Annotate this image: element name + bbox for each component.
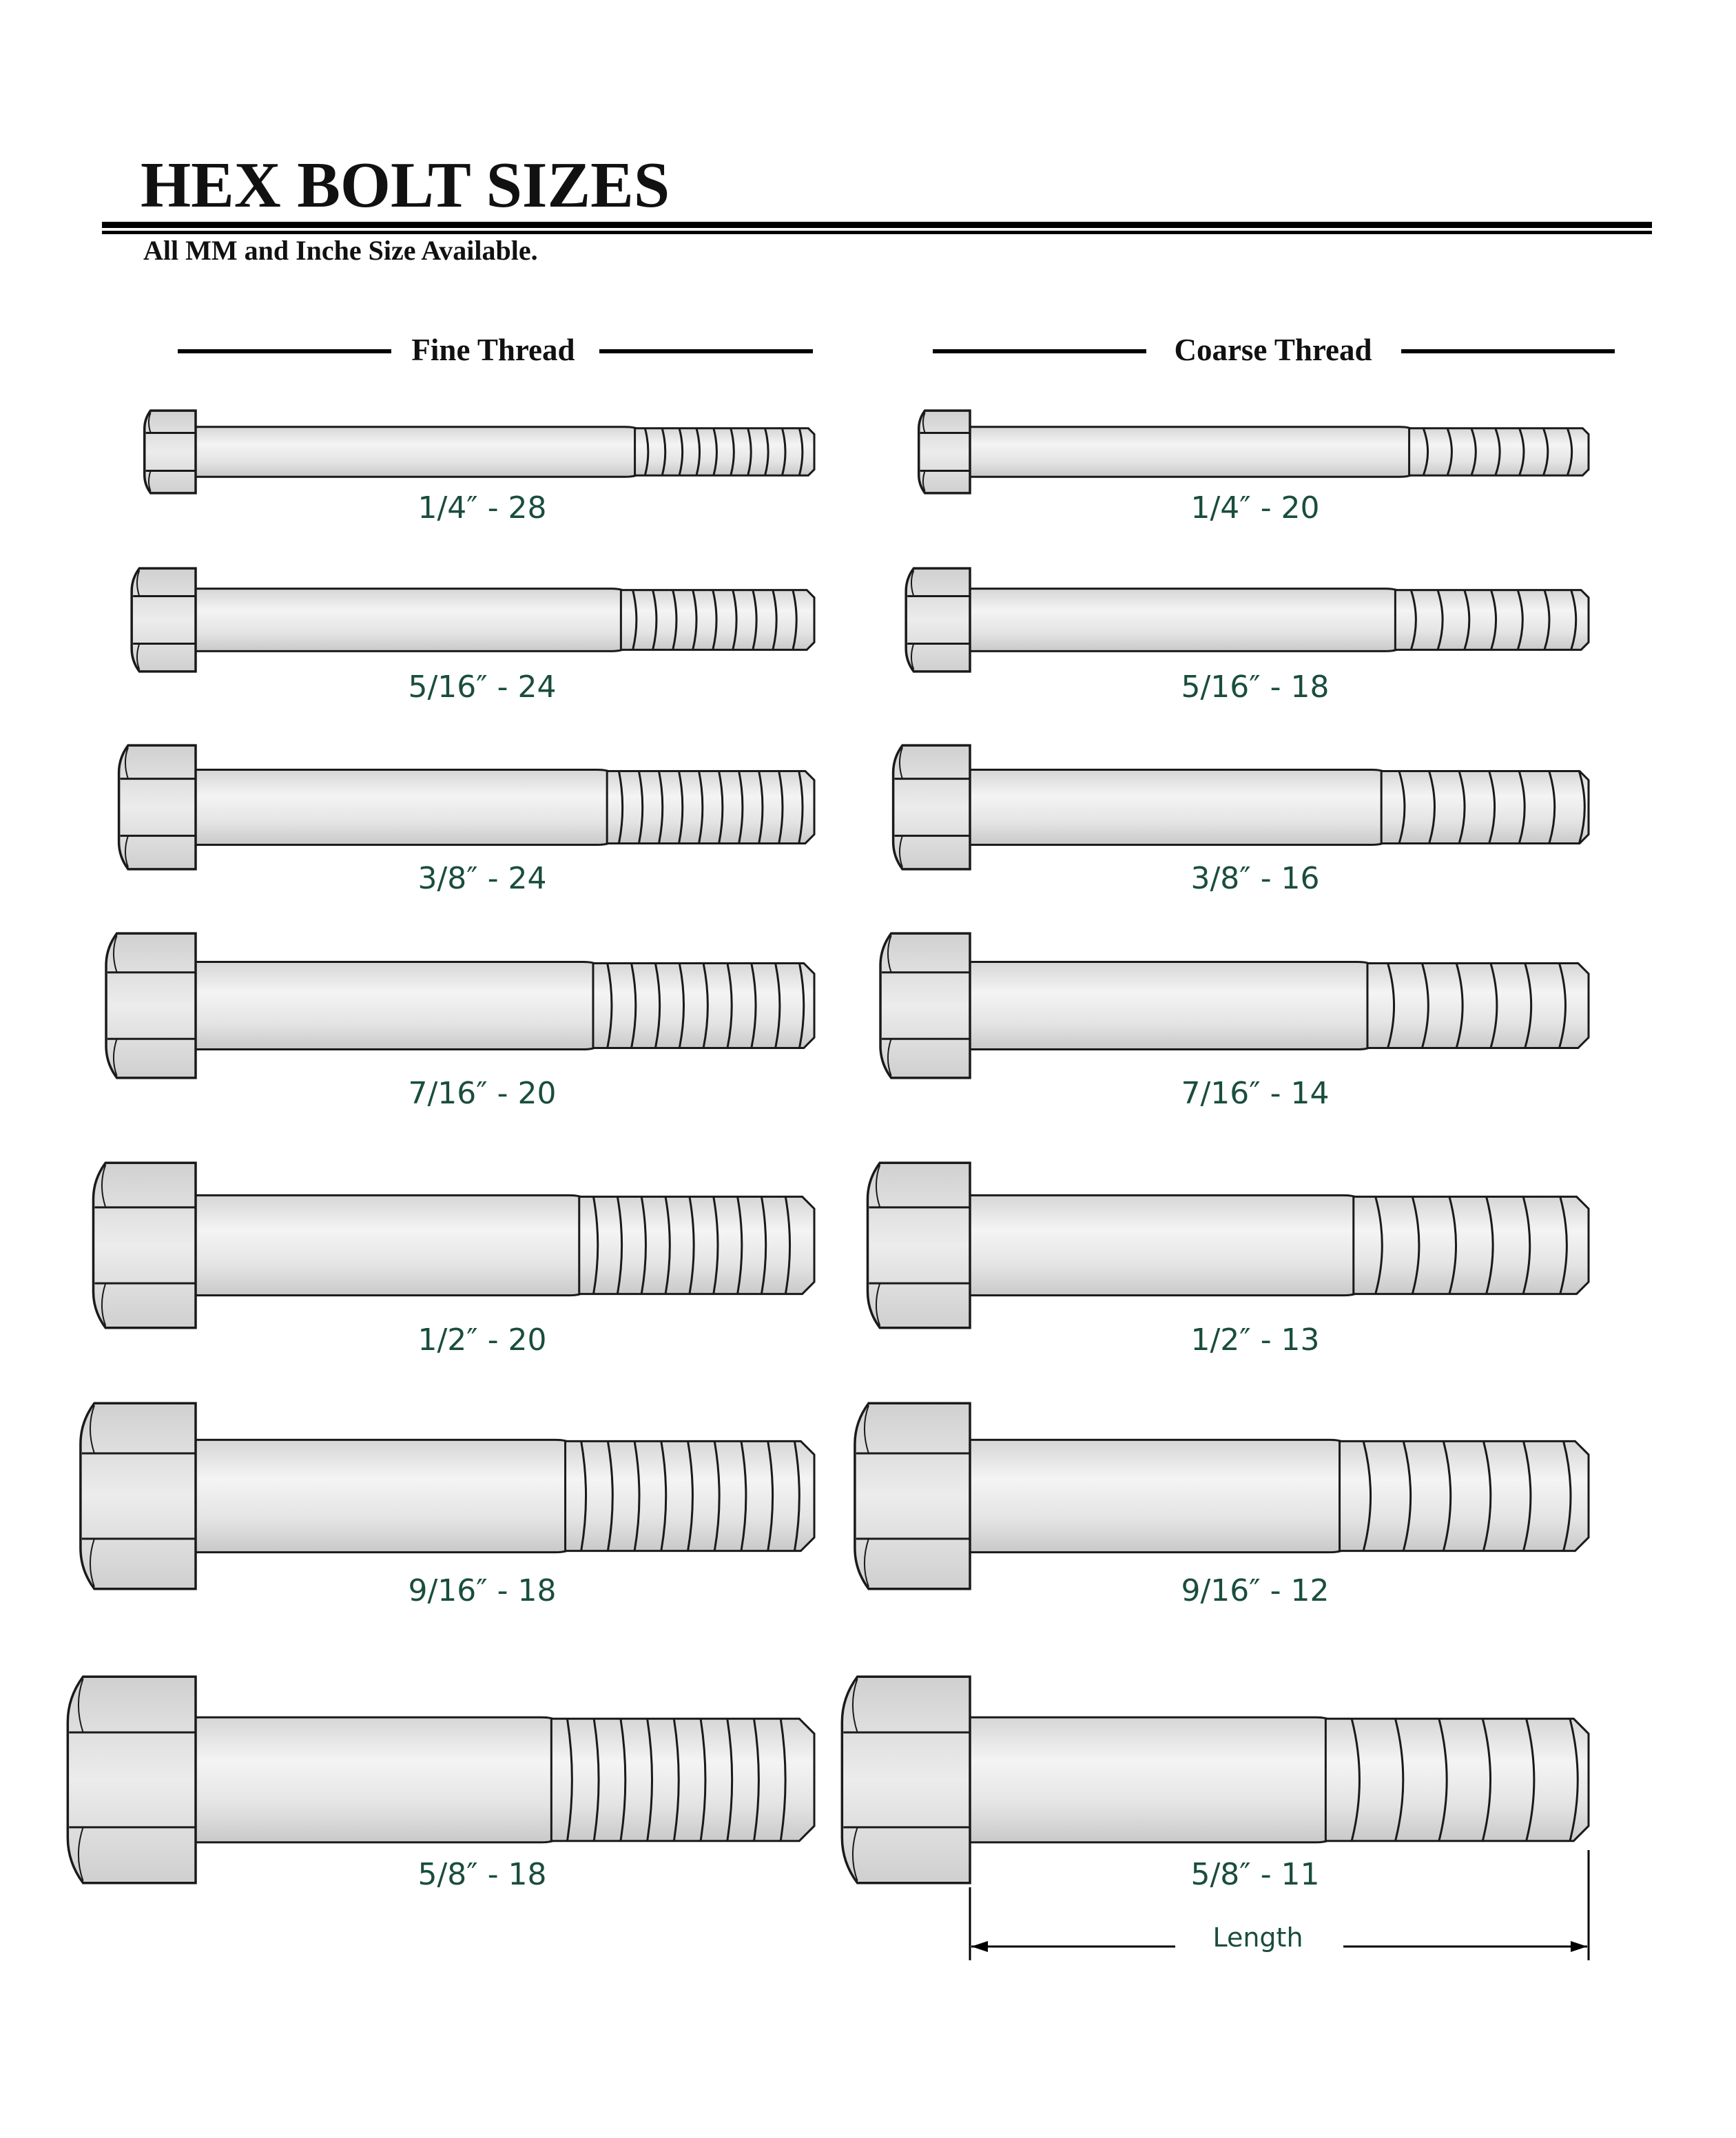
- coarse-bolt-3-8-16: [893, 745, 1589, 869]
- coarse-bolt-1-4-20: [919, 411, 1589, 493]
- dimension-arrow-right: [1571, 1941, 1587, 1952]
- fine-bolt-3-8-24: [119, 745, 814, 869]
- bolt-thread: [1367, 963, 1589, 1048]
- hex-head: [906, 568, 970, 672]
- coarse-bolt-1-2-13: [867, 1163, 1589, 1328]
- fine-bolt-label: 3/8″ - 24: [417, 861, 547, 896]
- coarse-bolt-9-16-12: [855, 1403, 1589, 1589]
- bolt-shank: [196, 427, 639, 477]
- bolt-shank: [970, 962, 1372, 1049]
- hex-head: [855, 1403, 970, 1589]
- coarse-bolt-7-16-14: [880, 933, 1589, 1078]
- coarse-bolt-label: 3/8″ - 16: [1190, 861, 1320, 896]
- fine-thread-heading: Fine Thread: [404, 335, 581, 366]
- fine-bolt-label: 1/2″ - 20: [417, 1322, 547, 1358]
- page-subtitle: All MM and Inche Size Available.: [143, 235, 538, 266]
- bolt-shank: [196, 770, 611, 845]
- bolt-thread: [1354, 1196, 1589, 1294]
- fine-bolt-label: 1/4″ - 28: [417, 490, 547, 526]
- fine-bolt-7-16-20: [106, 933, 814, 1078]
- bolt-shank: [970, 427, 1414, 477]
- bolt-shank: [196, 1717, 555, 1843]
- bolt-shank: [970, 770, 1385, 845]
- bolt-shank: [196, 1195, 583, 1295]
- coarse-bolt-label: 5/8″ - 11: [1190, 1857, 1320, 1892]
- bolt-shank: [196, 589, 625, 652]
- fine-bolt-1-2-20: [93, 1163, 814, 1328]
- bolt-thread: [1325, 1719, 1589, 1841]
- fine-bolt-5-8-18: [68, 1677, 814, 1882]
- hex-head: [93, 1163, 196, 1328]
- coarse-bolt-5-16-18: [906, 568, 1589, 672]
- bolt-shank: [970, 589, 1399, 652]
- bolt-thread: [635, 428, 814, 476]
- bolt-thread: [579, 1196, 814, 1294]
- bolt-shank: [970, 1717, 1330, 1843]
- dimension-arrow-left: [971, 1941, 988, 1952]
- hex-head: [132, 568, 196, 672]
- hex-head: [106, 933, 196, 1078]
- bolt-thread: [1340, 1441, 1589, 1550]
- length-dimension-label: Length: [1212, 1922, 1303, 1953]
- coarse-thread-heading: Coarse Thread: [1167, 335, 1378, 366]
- fine-bolt-label: 7/16″ - 20: [408, 1076, 557, 1111]
- coarse-bolt-label: 9/16″ - 12: [1181, 1573, 1330, 1608]
- hex-head: [880, 933, 970, 1078]
- hex-head: [145, 411, 196, 493]
- hex-head: [119, 745, 196, 869]
- hex-head: [867, 1163, 970, 1328]
- coarse-bolt-label: 7/16″ - 14: [1181, 1076, 1330, 1111]
- fine-bolt-5-16-24: [132, 568, 814, 672]
- bolt-shank: [970, 1195, 1358, 1295]
- bolt-shank: [196, 1440, 570, 1552]
- hex-head: [842, 1677, 970, 1882]
- coarse-bolt-5-8-11: [842, 1677, 1589, 1882]
- bolt-shank: [196, 962, 597, 1049]
- bolt-shank: [970, 1440, 1344, 1552]
- fine-bolt-label: 5/16″ - 24: [408, 670, 557, 705]
- hex-head: [68, 1677, 196, 1882]
- bolt-thread: [621, 590, 814, 650]
- hex-head: [81, 1403, 196, 1589]
- fine-bolt-label: 5/8″ - 18: [417, 1857, 547, 1892]
- page-title: HEX BOLT SIZES: [141, 149, 670, 221]
- fine-bolt-label: 9/16″ - 18: [408, 1573, 557, 1608]
- hex-head: [893, 745, 970, 869]
- bolt-thread: [1395, 590, 1589, 650]
- bolt-thread: [551, 1719, 814, 1841]
- fine-bolt-1-4-28: [145, 411, 814, 493]
- bolt-thread: [1381, 771, 1589, 844]
- coarse-bolt-label: 1/4″ - 20: [1190, 490, 1320, 526]
- hex-head: [919, 411, 970, 493]
- fine-bolt-9-16-18: [81, 1403, 814, 1589]
- bolt-thread: [593, 963, 814, 1048]
- coarse-bolt-label: 5/16″ - 18: [1181, 670, 1330, 705]
- coarse-bolt-label: 1/2″ - 13: [1190, 1322, 1320, 1358]
